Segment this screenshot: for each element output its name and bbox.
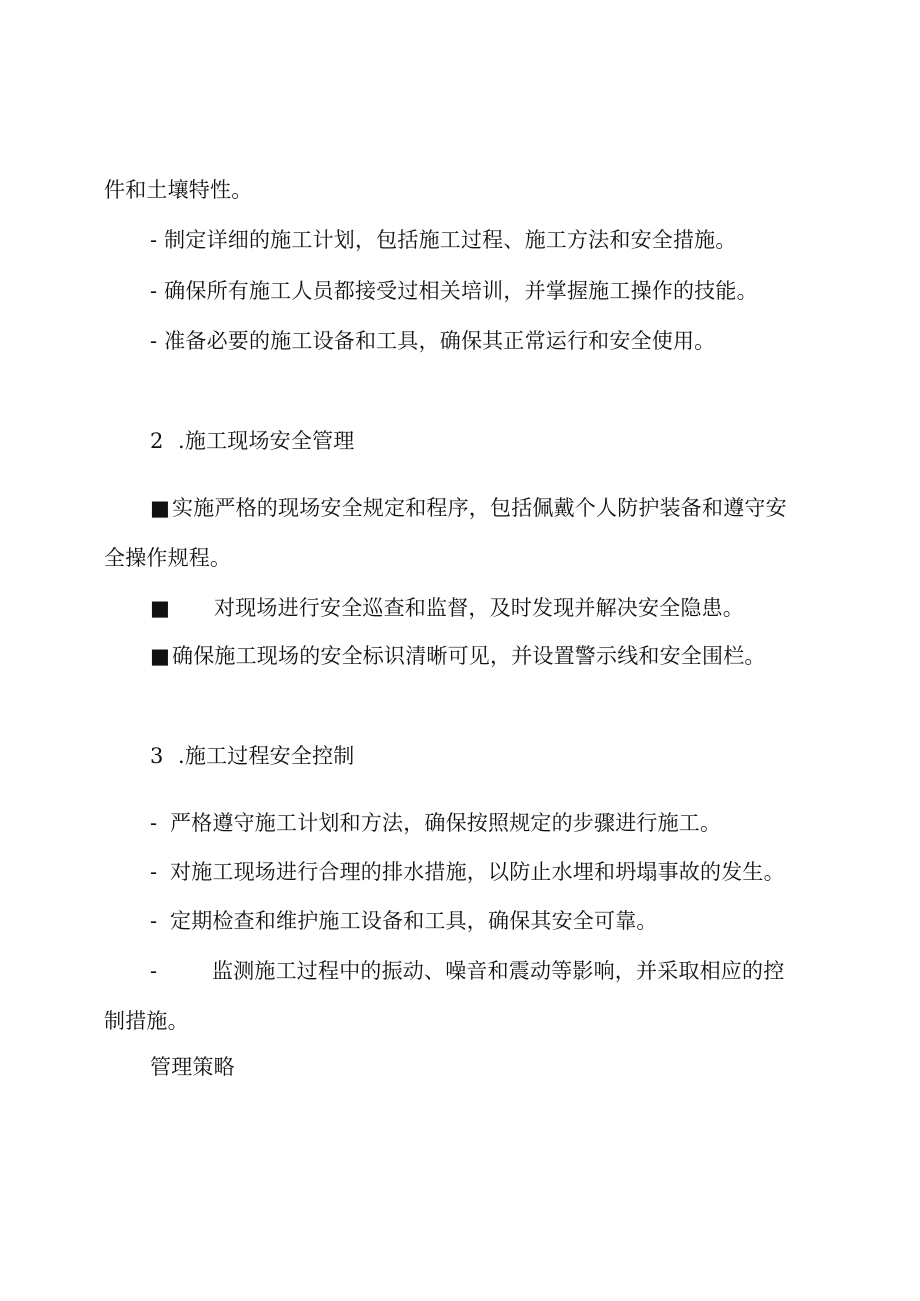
list-item (150, 957, 784, 985)
list-item-text: 对施工现场进行合理的排水措施，以防止水埋和坍塌事故的发生。 (170, 860, 785, 884)
list-item: - 制定详细的施工计划，包括施工过程、施工方法和安全措施。 (150, 228, 737, 252)
list-item (150, 594, 744, 622)
list-item (150, 858, 785, 886)
list-item-continuation: 制措施。 (104, 1009, 189, 1033)
list-item-text: 确保施工现场的安全标识清晰可见，并设置警示线和安全围栏。 (172, 644, 766, 668)
dash-bullet-icon: - (150, 860, 158, 884)
list-item (150, 907, 658, 935)
section-heading (150, 427, 354, 455)
section-number: 3 (150, 744, 164, 768)
dash-bullet-icon: - (150, 909, 158, 933)
section-number: 2 (150, 429, 164, 453)
list-item-continuation: 全操作规程。 (104, 546, 232, 570)
paragraph-continuation: 件和土壤特性。 (104, 178, 253, 202)
list-item-text: 严格遵守施工计划和方法，确保按照规定的步骤进行施工。 (170, 811, 722, 835)
section-heading: 管理策略 (150, 1055, 235, 1079)
list-item (150, 809, 721, 837)
square-bullet-icon: ■ (150, 644, 171, 668)
list-item (150, 494, 787, 522)
list-item (150, 642, 766, 670)
list-item-text: 实施严格的现场安全规定和程序，包括佩戴个人防护装备和遵守安 (172, 496, 787, 520)
dash-bullet-icon: - (150, 811, 158, 835)
list-item: - 确保所有施工人员都接受过相关培训，并掌握施工操作的技能。 (150, 279, 758, 303)
list-item-text: 对现场进行安全巡查和监督，及时发现并解决安全隐患。 (214, 596, 744, 620)
square-bullet-icon: ■ (150, 496, 171, 520)
list-item-text: 定期检查和维护施工设备和工具，确保其安全可靠。 (170, 909, 658, 933)
list-item-text: 监测施工过程中的振动、噪音和震动等影响，并采取相应的控 (212, 959, 785, 983)
section-title: .施工过程安全控制 (178, 744, 355, 768)
section-title: .施工现场安全管理 (178, 429, 355, 453)
dash-bullet-icon: - (150, 959, 158, 983)
section-heading (150, 742, 354, 770)
square-bullet-icon: ■ (150, 596, 171, 620)
list-item: - 准备必要的施工设备和工具，确保其正常运行和安全使用。 (150, 329, 716, 353)
